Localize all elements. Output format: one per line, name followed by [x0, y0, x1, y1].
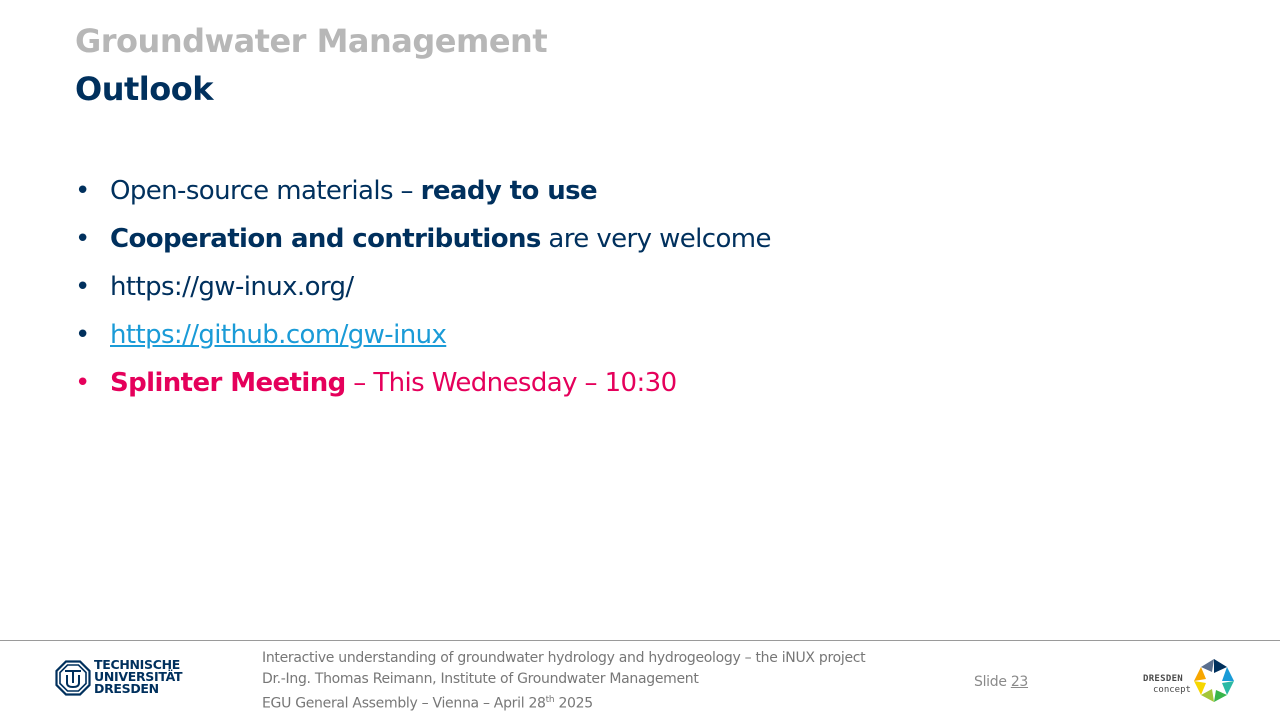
bullet-dot: •: [75, 176, 90, 206]
slide-number: Slide 23: [974, 674, 1029, 690]
bullet-list: [75, 176, 771, 416]
bullet-text: – This Wednesday – 10:30: [345, 368, 677, 398]
bullet-text: are very welcome: [540, 224, 771, 254]
dresden-concept-logo: [1143, 659, 1238, 703]
footer-info: [262, 648, 865, 715]
footer-divider: [0, 640, 1280, 641]
bullet-item-github: [75, 320, 771, 368]
logo-word: concept: [1153, 685, 1191, 695]
logo-word: TECHNISCHE: [94, 657, 180, 672]
dresden-concept-emblem-icon: [1192, 659, 1236, 703]
bullet-dot: •: [75, 368, 90, 398]
website-url-text: https://gw-inux.org/: [110, 272, 354, 302]
footer-project-line: Interactive understanding of groundwater hydrology and hydrogeology – the iNUX project: [262, 650, 866, 666]
bullet-bold-text: Cooperation and contributions: [110, 224, 541, 254]
tu-dresden-emblem-icon: [55, 660, 91, 696]
bullet-dot: •: [75, 224, 90, 254]
presentation-supertitle: Groundwater Management: [75, 22, 548, 60]
footer-event-line: EGU General Assembly – Vienna – April 28th 2025: [262, 695, 593, 712]
github-link[interactable]: https://github.com/gw-inux: [110, 320, 447, 350]
bullet-item-cooperation: [75, 224, 771, 272]
bullet-item-open-source: [75, 176, 771, 224]
tu-dresden-logo: [55, 657, 185, 698]
bullet-item-website: [75, 272, 771, 320]
logo-word: DRESDEN: [94, 681, 159, 696]
bullet-bold-text: ready to use: [420, 176, 598, 206]
bullet-bold-text: Splinter Meeting: [110, 368, 346, 398]
bullet-dot: •: [75, 272, 90, 302]
bullet-item-splinter-meeting: [75, 368, 771, 416]
slide-title: Outlook: [75, 70, 213, 108]
logo-word: DRESDEN: [1143, 674, 1184, 684]
bullet-dot: •: [75, 320, 90, 350]
bullet-text: Open-source materials –: [110, 176, 421, 206]
footer-author-line: Dr.-Ing. Thomas Reimann, Institute of Groundwater Management: [262, 671, 699, 687]
logo-word: UNIVERSITÄT: [94, 669, 183, 684]
